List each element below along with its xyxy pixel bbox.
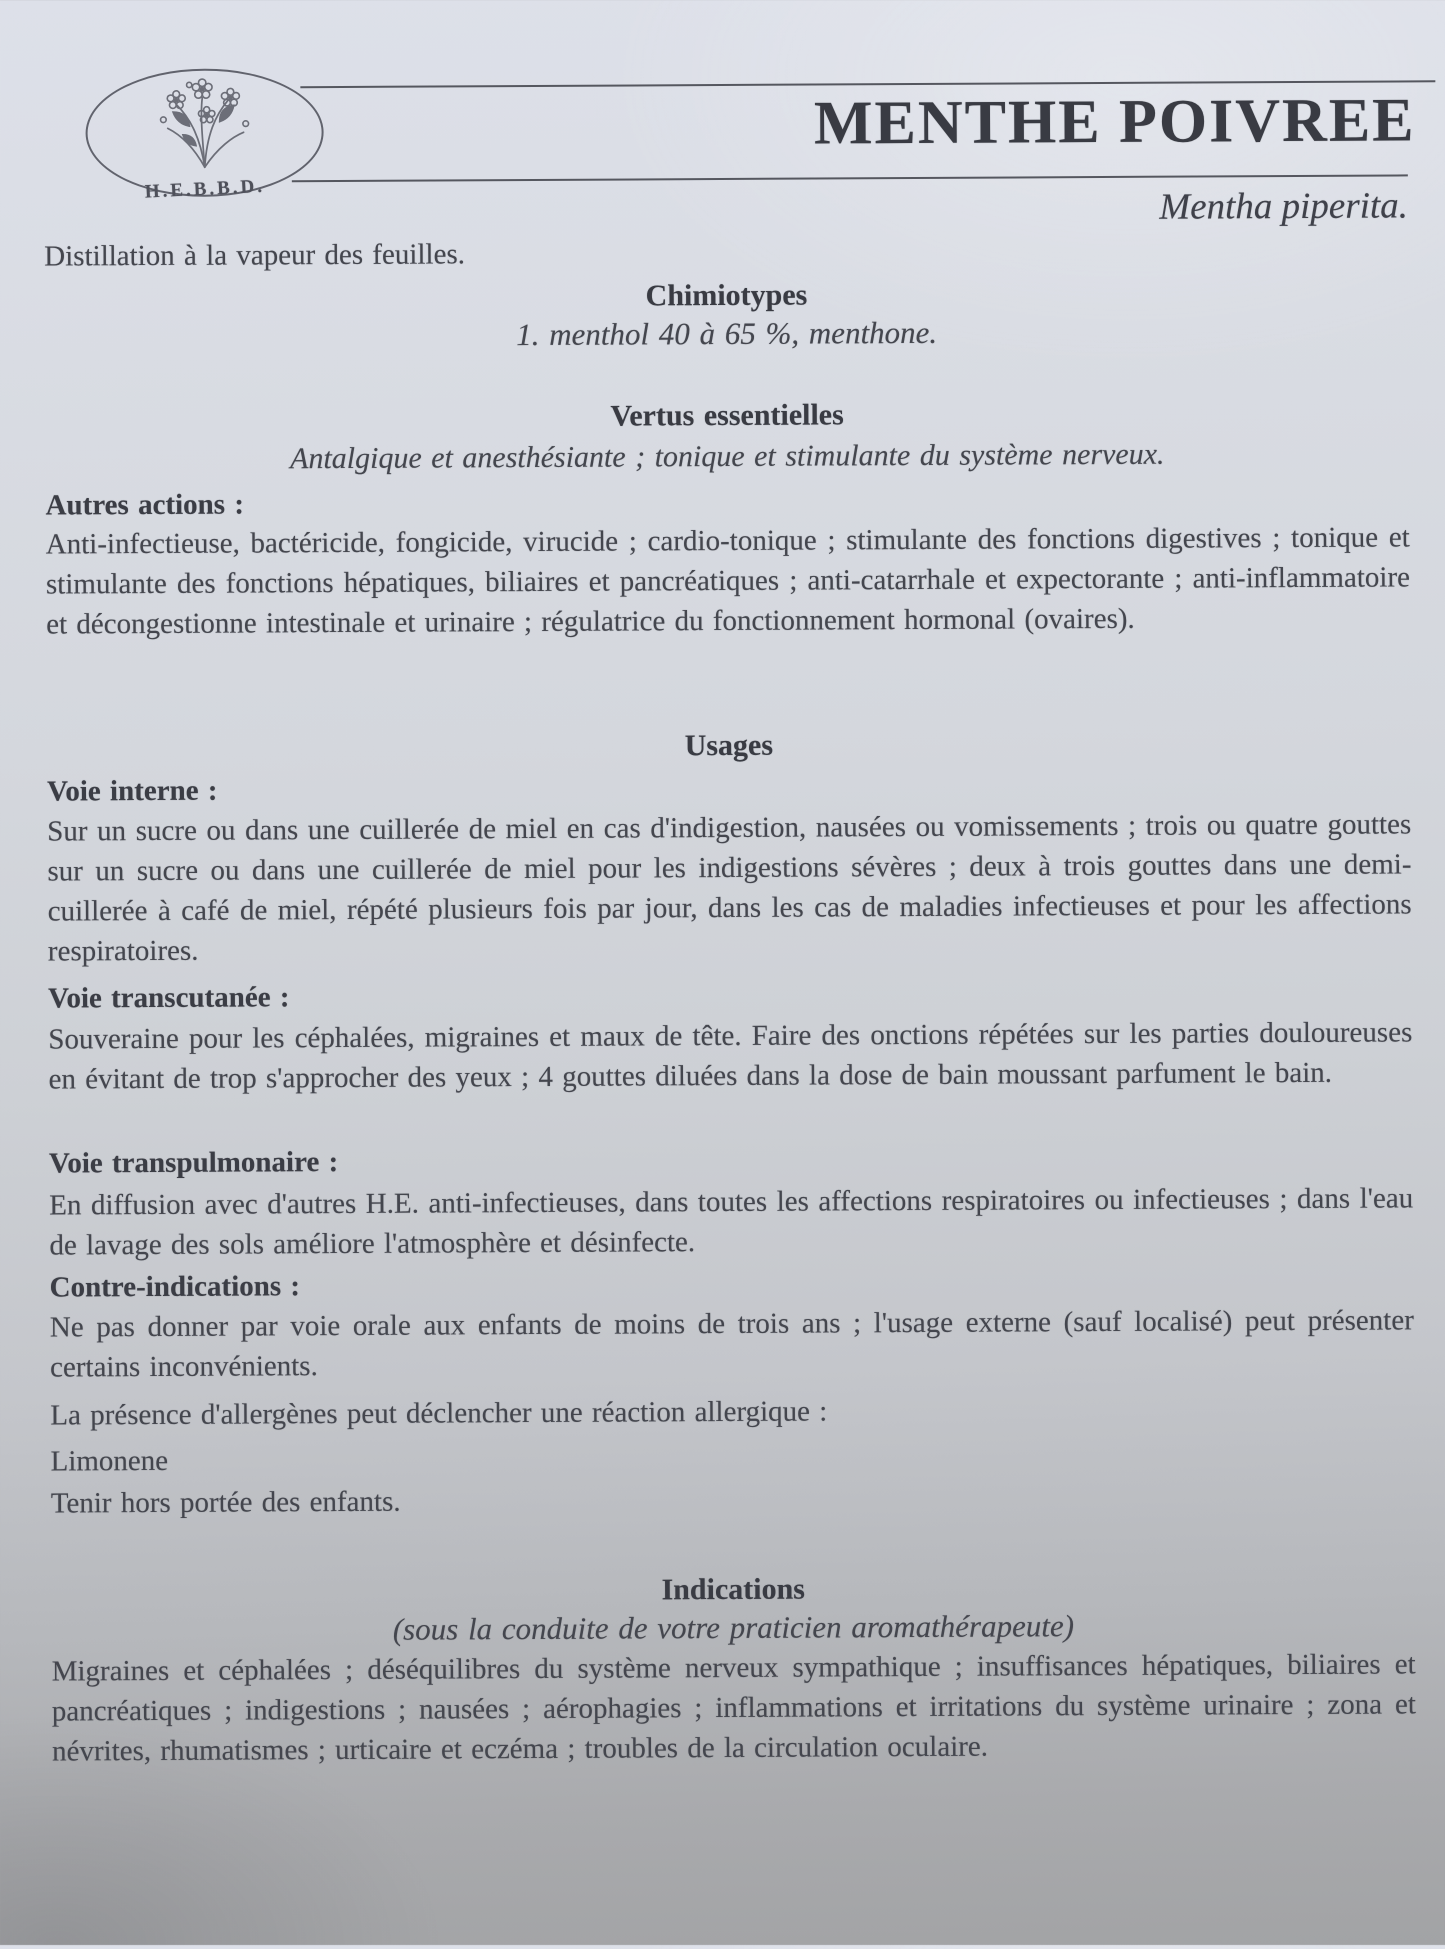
flower-bouquet-icon xyxy=(138,69,271,174)
voie-transcutanee-label: Voie transcutanée : xyxy=(48,981,290,1015)
hebbd-logo xyxy=(85,68,324,203)
contre-indications-text: Ne pas donner par voie orale aux enfants de moins de trois ans ; l'usage externe (sauf localisé) peut présenter certains inconvénients. xyxy=(49,1304,1414,1384)
autres-actions-label: Autres actions : xyxy=(45,488,245,522)
distillation-line: Distillation à la vapeur des feuilles. xyxy=(44,238,466,273)
autres-actions-text: Anti-infectieuse, bactéricide, fongicide, virucide ; cardio-tonique ; stimulante des fonctions digestives ; tonique et stimulante des fonctions hépatiques, biliaires et pancréatiques ; anti-catarrhale et expectorante ; anti-inflammatoire et décongestionne intestinale et urinaire ; régulatrice du fonctionnement hormonal (ovaires). xyxy=(45,521,1411,641)
vertus-heading: Vertus essentielles xyxy=(610,398,844,433)
header-rule-bottom xyxy=(292,174,1408,182)
latin-name: Mentha piperita. xyxy=(1159,185,1409,228)
usages-heading: Usages xyxy=(684,728,774,763)
voie-interne-text: Sur un sucre ou dans une cuillerée de miel en cas d'indigestion, nausées ou vomissements ; trois ou quatre gouttes sur un sucre ou dans une cuillerée de miel pour les indigestions sévères ; deux à trois gouttes dans une demi-cuillerée à café de miel, répété plusieurs fois par jour, dans les cas de maladies infectieuses et pour les affections respiratoires. xyxy=(47,808,1412,968)
indications-text: Migraines et céphalées ; déséquilibres du système nerveux sympathique ; insuffisances hépatiques, biliaires et pancréatiques ; indigestions ; nausées ; aérophagies ; inflammations et irritations du système urinaire ; zona et névrites, rhumatismes ; urticaire et eczéma ; troubles de la circulation oculaire. xyxy=(51,1648,1416,1768)
vertus-value: Antalgique et anesthésiante ; tonique et stimulante du système nerveux. xyxy=(289,437,1165,476)
logo-text: H.E.B.B.D. xyxy=(144,175,266,203)
voie-interne-label: Voie interne : xyxy=(46,774,218,808)
page-title: MENTHE POIVREE xyxy=(813,86,1416,158)
indications-subheading: (sous la conduite de votre praticien aromathérapeute) xyxy=(392,1608,1075,1647)
chimiotypes-heading: Chimiotypes xyxy=(645,278,808,313)
voie-transpulmonaire-text: En diffusion avec d'autres H.E. anti-infectieuses, dans toutes les affections respiratoires ou infectieuses ; dans l'eau de lavage des sols améliore l'atmosphère et désinfecte. xyxy=(49,1182,1414,1262)
chimiotypes-value: 1. menthol 40 à 65 %, menthone. xyxy=(516,314,938,353)
indications-heading: Indications xyxy=(661,1572,806,1607)
allergene-item: Limonene xyxy=(50,1444,169,1478)
voie-transcutanee-text: Souveraine pour les céphalées, migraines et maux de tête. Faire des onctions répétées sur les parties douloureuses en évitant de trop s'approcher des yeux ; 4 gouttes diluées dans la dose de bain moussant parfument le bain. xyxy=(48,1016,1413,1096)
voie-transpulmonaire-label: Voie transpulmonaire : xyxy=(48,1146,339,1180)
allergenes-intro: La présence d'allergènes peut déclencher une réaction allergique : xyxy=(50,1395,828,1432)
contre-indications-label: Contre-indications : xyxy=(49,1270,301,1304)
warning-line: Tenir hors portée des enfants. xyxy=(50,1485,401,1520)
